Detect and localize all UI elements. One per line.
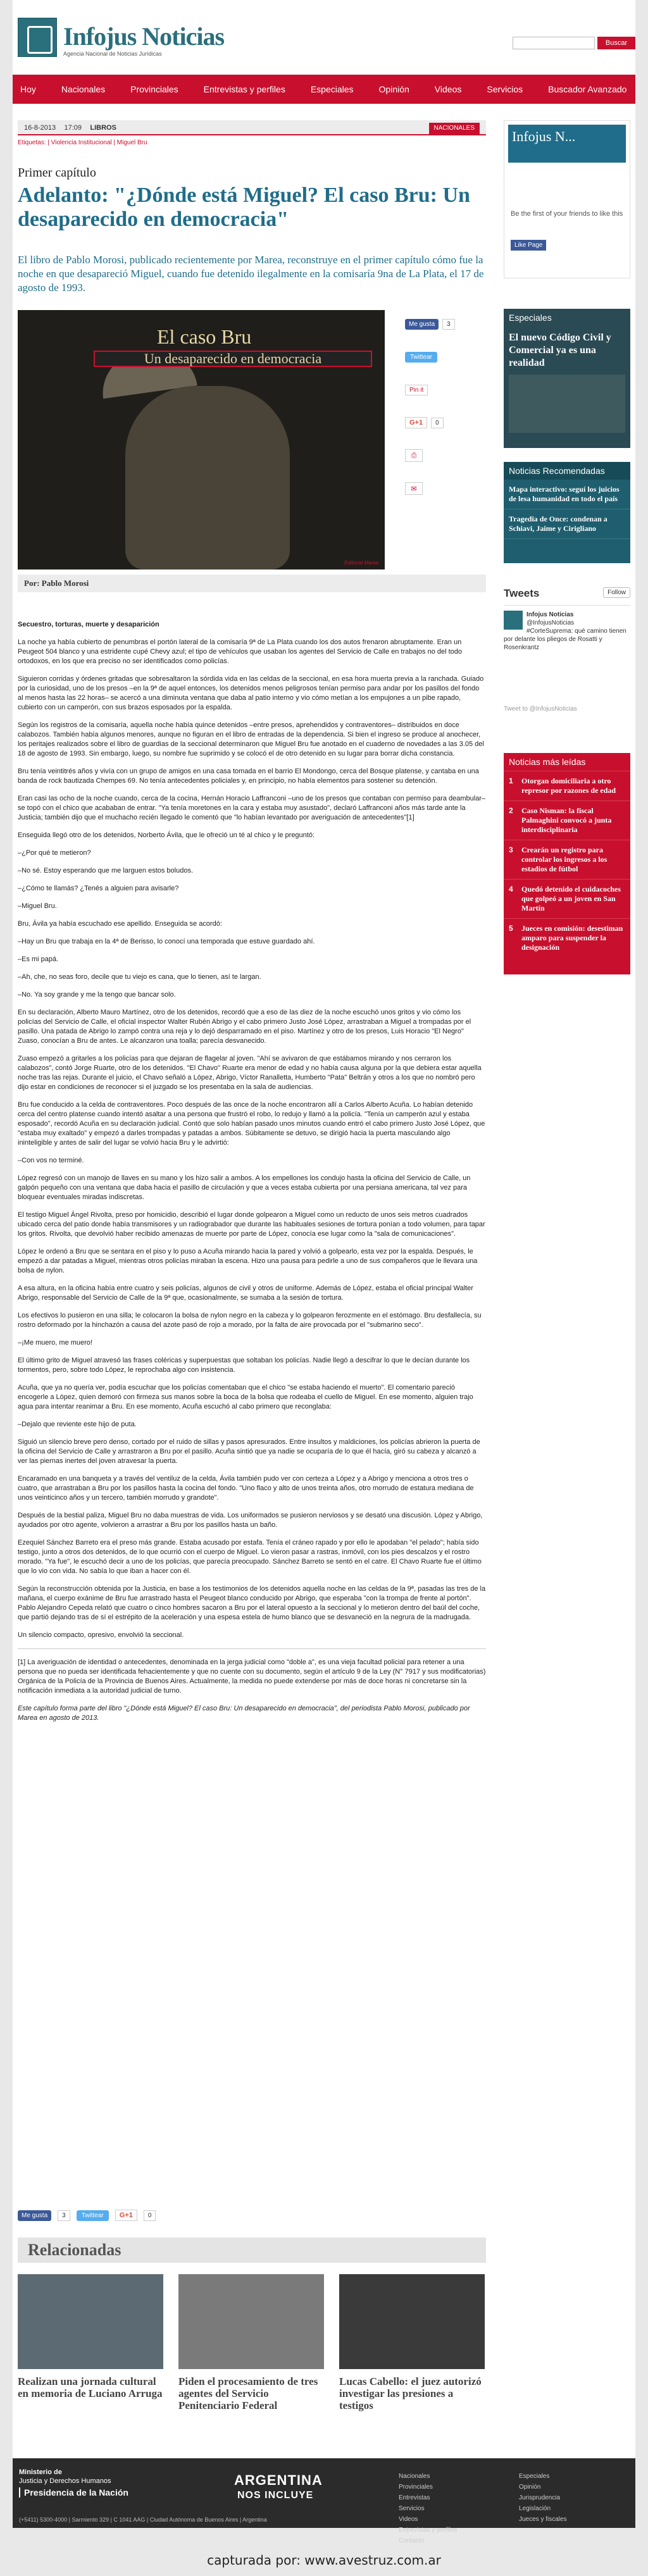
footer-link[interactable]: Nacionales <box>399 2473 430 2480</box>
content-wrapper <box>13 0 635 2458</box>
facebook-like-button[interactable]: Me gusta <box>405 319 439 330</box>
article-paragraph: –No sé. Estoy esperando que me larguen estos boludos. <box>18 867 194 874</box>
most-read-rank: 4 <box>509 885 513 893</box>
article-labels[interactable]: Etiquetas: | Violencia Institucional | Miguel Bru <box>18 139 147 146</box>
article-paragraph: –Es mi papá. <box>18 955 59 963</box>
google-plus-count: 0 <box>431 418 444 428</box>
article-paragraph: Según la reconstrucción obtenida por la Justicia, en base a los testimonios de los detenidos aquella noche en las celdas de la 9ª, pasadas las tres de la mañana, el cuerpo exánime de Bru fue arrastrado hasta el Peugeot blanco conducido por Abrigo, que esperaba "con la trompa de frente al portón". Pablo Alejandro Cepeda relató que cuatro o cinco hombres sacaron a Bru por el lateral opuesto a la seccional y lo metieron dentro del baúl del coche, que partió dejando tras de sí el estrépito de la aceleración y una espesa estela de humo blanco que se desvaneció en la negrura de la madrugada. <box>18 1585 486 1621</box>
pinterest-button[interactable]: Pin it <box>405 385 428 395</box>
related-item[interactable] <box>18 2274 163 2399</box>
article-time: 17:09 <box>64 124 82 132</box>
article-author: Por: Pablo Morosi <box>18 575 486 592</box>
footer-link[interactable]: Entrevistas <box>399 2494 430 2501</box>
most-read-title[interactable]: Otorgan domiciliaria a otro represor por razones de edad <box>521 776 616 795</box>
related-image[interactable] <box>178 2274 324 2369</box>
most-read-rank: 3 <box>509 845 513 854</box>
recommended-item[interactable]: Mapa interactivo: seguí los juicios de lesa humanidad en todo el país <box>504 480 630 509</box>
footer-nos-incluye: NOS INCLUYE <box>237 2490 314 2501</box>
nav-item[interactable]: Videos <box>434 84 462 94</box>
most-read-item[interactable] <box>504 771 630 800</box>
footer-link[interactable]: Jueces y fiscales <box>519 2516 567 2523</box>
article-paragraph: El último grito de Miguel atravesó las frases coléricas y superpuestas que soltaban los policías. Nadie llegó a descifrar lo que le decían durante los tormentos, pero, sobre todo López, le reprochaba algo con insistencia. <box>18 1357 470 1374</box>
article-paragraph: Zuaso empezó a gritarles a los policías para que dejaran de flagelar al joven. "Ahí se avivaron de que estábamos mirando y nos cerraron los calabozos", contó Jorge Ruarte, otro de los detenidos. "El Chavo" Ruarte era menor de edad y no había causa alguna por la que debiera estar aquella noche tras las rejas. Durante el juicio, el Chavo señaló a López, Abrigo, Víctor Ranalletta, Humberto "Pata" Beltrán y otros a los que no nombró pero dijo estar en condiciones de reconocer si el juzgado se los presentaba en la sala de audiencias. <box>18 1055 482 1091</box>
article-paragraph: –Con vos no terminé. <box>18 1157 84 1164</box>
article-date: 16-8-2013 <box>24 124 56 132</box>
tweet-to-link[interactable]: Tweet to @InfojusNoticias <box>504 706 577 712</box>
footer-link[interactable]: Entrevistas y perfiles <box>399 2527 458 2534</box>
twitter-follow-button[interactable]: Follow <box>603 587 630 598</box>
capture-credit: capturada por: www.avestruz.com.ar <box>207 2553 441 2568</box>
most-read-title[interactable]: Crearán un registro para controlar los ingresos a los estadios de fútbol <box>521 845 608 873</box>
site-tagline: Agencia Nacional de Noticias Jurídicas <box>63 51 162 57</box>
google-plus-button-bottom[interactable]: G+1 <box>115 2210 137 2221</box>
most-read-title[interactable]: Jueces en comisión: desestiman amparo para suspender la designación <box>521 924 623 952</box>
article-paragraph: Un silencio compacto, opresivo, envolvió la seccional. <box>18 1631 184 1639</box>
most-read-title[interactable]: Caso Nisman: la fiscal Palmaghini convocó a junta interdisciplinaria <box>521 806 612 834</box>
article-paragraph: –¡Me muero, me muero! <box>18 1339 92 1347</box>
search-button[interactable]: Buscar <box>597 37 635 49</box>
article-paragraph: La noche ya había cubierto de penumbras el portón lateral de la comisaría 9ª de La Plata cuando los dos autos frenaron abruptamente. Eran un Peugeot 504 blanco y una estridente cupé Chevy azul; el tipo de vehículos que usaban los agentes del Servicio de Calle en trabajos no del todo ortodoxos, en los que era preciso no ser identificados como policías. <box>18 638 463 665</box>
site-logo-text[interactable]: Infojus Noticias <box>63 22 225 51</box>
most-read-item[interactable] <box>504 840 630 879</box>
most-read-rank: 2 <box>509 806 513 815</box>
article-paragraph: Bru fue conducido a la celda de contraventores. Poco después de las once de la noche encontraron allí a Carlos Alberto Acuña. Lo habían detenido cerca del centro platense cuando intentó asaltar a una persona que frustró el robo, lo redujo y llamó a la policía. "Tenía un camperón azul y estaba esposado", recordó Acuña en su declaración judicial. Contó que solo habían pasado unos minutos cuando entró el cabo primero Justo José López, que "estaba muy exaltado" y empezó a darles trompadas y patadas a ambos. Súbitamente se detuvo, se dirigió hacia la puerta masculando algo ininteligible y antes de salir del lugar se volvió hacia Bru y le advirtió: <box>18 1101 485 1147</box>
especiales-image[interactable] <box>509 375 625 433</box>
article-paragraph: –No. Ya soy grande y me la tengo que bancar solo. <box>18 991 176 999</box>
related-item[interactable] <box>178 2274 324 2411</box>
article-paragraph: Siguieron corridas y órdenes gritadas que sobresaltaron la sórdida vida en las celdas de la seccional, en esa hora muerta previa a la ranchada. Guiado por la curiosidad, uno de los presos –en la 9ª de aquel entonces, los detenidos menos peligrosos tenían permiso para andar por los pasillos del fondo al menos hasta las 22 horas– se acercó a una diminuta ventana que daba al patio interno y vio cómo metían a los empujones a un pibe rapado, cubierto con un camperón, con sus brazos esposados por la espalda. <box>18 675 484 711</box>
footer-link[interactable]: Legislación <box>519 2505 551 2512</box>
especiales-header: Especiales <box>509 313 552 323</box>
tweet-button[interactable]: Twittear <box>405 352 437 363</box>
article-paragraph: –Hay un Bru que trabaja en la 4ª de Berisso, lo conocí una temporada que estuve guardado ahí. <box>18 938 315 945</box>
article-paragraph: –Miguel Bru. <box>18 902 57 910</box>
article-paragraph: –Ah, che, no seas foro, decile que tu viejo es cana, que lo tienen, así te largan. <box>18 973 261 981</box>
nav-item[interactable]: Nacionales <box>61 84 106 94</box>
article-subheading: Secuestro, torturas, muerte y desaparición <box>18 621 159 628</box>
article-paragraph: Acuña, que ya no quería ver, podía escuchar que los policías comentaban que el chico "se estaba haciendo el muerto". El comentario pareció encogerle a López, quien demoró con firmeza sus manos sobre la boca de la bolsa que rodeaba el cuello de Miguel. En ese momento, alguien trajo agua para intentar reanimar a Bru. En ese momento, Acuña escuchó al cabo primero que reconglaba: <box>18 1384 473 1410</box>
article-paragraph: Ezequiel Sánchez Barreto era el preso más grande. Estaba acusado por estafa. Tenía el cráneo rapado y por ello le apodaban "el pelado"; había sido testigo, junto a otros dos detenidos, de lo que ocurrió con el cuerpo de Miguel. Lo vieron pasar a rastras, inmóvil, con los pies descalzos y el rostro morado. "Ya fue", le escuchó decir a uno de los policías, que parecía preocupado. Sánchez Barreto se sentó en el catre. El Chavo Ruarte fue el último que lo vio con vida. No sabía lo que iban a hacer con él. <box>18 1539 482 1575</box>
related-title[interactable]: Lucas Cabello: el juez autorizó investigar las presiones a testigos <box>339 2375 482 2411</box>
article-paragraph: Bru, Ávila ya había escuchado ese apellido. Enseguida se acordó: <box>18 920 222 928</box>
footer-argentina: ARGENTINA <box>234 2472 323 2488</box>
related-header: Relacionadas <box>18 2237 486 2263</box>
article-paragraph: En su declaración, Alberto Mauro Martínez, otro de los detenidos, recordó que a eso de las diez de la noche escuchó unos gritos y vio cómo los policías del Servicio de Calle, el oficial inspector Walter Rubén Abrigo y el cabo primero Justo José López, arrastraban a Miguel a trompadas por el pasillo. Una patada de Abrigo lo zampó contra una reja y lo dejó desparramado en el piso. Martínez y otro de los presos, Luis Horacio "El Negro" Zuaso, conocían a Bru de antes. Le alcanzaron una toalla; parecía desvanecido. <box>18 1009 471 1045</box>
nav-item[interactable]: Hoy <box>20 84 36 94</box>
footer-link[interactable]: Especiales <box>519 2473 550 2480</box>
especiales-item[interactable]: El nuevo Código Civil y Comercial ya es una realidad <box>509 332 611 368</box>
recommended-box <box>504 462 630 563</box>
footer-org-line2: Justicia y Derechos Humanos <box>19 2477 111 2485</box>
image-title: El caso Bru <box>157 325 252 348</box>
share-bar-bottom <box>18 2208 486 2222</box>
article-paragraph: López regresó con un manojo de llaves en su mano y los hizo salir a ambos. A los empellones los condujo hasta la oficina del Servicio de Calle, un galpón pequeño con una ventana que daba hacia el pasillo de circulación y que a veces estaba cubierta por una persiana americana, tal vez para bloquear eventuales miradas indiscretas. <box>18 1174 471 1201</box>
most-read-title[interactable]: Quedó detenido el cuidacoches que golpeó a un joven en San Martín <box>521 885 621 912</box>
recommended-header: Noticias Recomendadas <box>504 462 630 480</box>
nav-item[interactable]: Servicios <box>487 84 523 94</box>
footer-link[interactable]: Contacto <box>399 2537 425 2544</box>
tweet-text: #CorteSuprema: qué camino tienen por delante los pliegos de Rosatti y Rosenkrantz <box>504 628 626 651</box>
article-footnote: Este capítulo forma parte del libro "¿Dónde está Miguel? El caso Bru: Un desaparecido en democracia", del periodista Pablo Morosi, publicado por Marea en agosto de 2013. <box>18 1705 470 1722</box>
site-header <box>13 0 635 70</box>
nav-item[interactable]: Entrevistas y perfiles <box>203 84 285 94</box>
article-paragraph: López le ordenó a Bru que se sentara en el piso y lo puso a Acuña mirando hacia la pared y volvió a golpearlo, esta vez por la espalda. Después, le empezó a dar patadas a Miguel, mientras otros policías miraban la escena. Hizo una pausa para pedirle a uno de sus compañeros que le llevara una bolsa de nylon. <box>18 1248 478 1274</box>
especiales-box <box>504 309 630 448</box>
article-paragraph: [1] La averiguación de identidad o antecedentes, denominada en la jerga judicial como "doble a", es una vieja facultad policial para retener a una persona que no pueda ser identificada fehacientemente y que no cuente con su documento, según el artículo 9 de la Ley (N° 7917 y sus modificatorias) Orgánica de la Policía de la Provincia de Buenos Aires. Actualmente, la medida no puede extenderse por más de doce horas ni concretarse sin la notificación inmediata a la autoridad judicial de turno. <box>18 1658 486 1695</box>
footer-org-line1: Ministerio de <box>19 2468 62 2476</box>
image-subtitle: Un desaparecido en democracia <box>94 351 372 367</box>
email-icon[interactable]: ✉ <box>405 482 423 495</box>
footer-link[interactable]: Opinión <box>519 2484 541 2491</box>
tweet-user[interactable]: Infojus Noticias <box>526 611 574 618</box>
article-paragraph: Según los registros de la comisaría, aquella noche había quince detenidos –entre presos, aprehendidos y contraventores– distribuidos en doce calabozos. También había algunos menores, aunque no figuran en el libro de entradas de la dependencia. Si bien el ingreso se produce al anochecer, los peritajes realizados sobre el libro de guardias de la seccional determinaron que Miguel Bru fue anotado en el cuaderno de novedades a las 3.05 del 18 de agosto de 1993. Sin embargo, luego, su nombre fue suprimido y se colocó el de otro detenido en su lugar para borrar dicha constancia. <box>18 721 484 757</box>
article-paragraph: A esa altura, en la oficina había entre cuatro y seis policías, algunos de civil y otros de uniforme. Además de López, estaba el oficial principal Walter Abrigo, responsable del Servicio de Calle de la 9ª que, ocasionalmente, se sumaba a la sesión de tortura. <box>18 1285 473 1302</box>
google-plus-button[interactable]: G+1 <box>405 417 427 428</box>
most-read-item[interactable] <box>504 918 630 957</box>
article-paragraph: Enseguida llegó otro de los detenidos, Norberto Ávila, que le ofreció un té al chico y le preguntó: <box>18 831 315 839</box>
most-read-box <box>504 753 630 974</box>
article-paragraph: Eran casi las ocho de la noche cuando, cerca de la cocina, Hernán Horacio Laffranconi –uno de los presos que contaban con permiso para deambular– se topó con el chico que acababan de entrar. "Ya tenía moretones en la cara y estaba muy asustado", declaró Laffranconi años más tarde ante la Justicia; también dijo que el muchacho recién llegado le comentó que "lo habían levantado por averiguación de antecedentes"[1] <box>18 795 486 821</box>
article-paragraph: Bru tenía veintitrés años y vivía con un grupo de amigos en una casa tomada en el barrio El Mondongo, cerca del Bosque platense, y cantaba en una banda de rock bautizada Chempes 69. No tenía antecedentes policiales y, en principio, no había elementos para sostener su detención. <box>18 768 479 785</box>
most-read-header: Noticias más leídas <box>509 757 586 767</box>
facebook-count: 3 <box>442 319 455 330</box>
related-image[interactable] <box>18 2274 163 2369</box>
article-paragraph: –¿Por qué te metieron? <box>18 849 91 857</box>
main-nav <box>13 75 635 104</box>
site-footer <box>13 2458 635 2544</box>
footer-link[interactable]: Jurisprudencia <box>519 2494 561 2501</box>
facebook-page-title[interactable]: Infojus N... <box>508 125 626 163</box>
image-credit: Editorial Marea <box>344 560 378 566</box>
logo-icon[interactable] <box>18 18 57 57</box>
footer-link[interactable]: Servicios <box>399 2505 425 2512</box>
most-read-rank: 1 <box>509 776 513 785</box>
facebook-page-widget <box>504 120 630 278</box>
article-image <box>18 310 385 569</box>
article-paragraph: –Dejalo que reviente este hijo de puta. <box>18 1421 137 1428</box>
article-paragraph: Encaramado en una banqueta y a través del ventiluz de la celda, Ávila también pudo ver con certeza a López y a Abrigo y menciona a otros tres o cuatro, que arrastraban a Bru por los pasillos hasta la cocina del fondo. "Uno flaco y alto de unos treinta años, otro morrudo de estatura mediana de unos veinticinco años y un tercero, también morrudo y grandote". <box>18 1475 474 1502</box>
article-paragraph: Los efectivos lo pusieron en una silla; le colocaron la bolsa de nylon negro en la cabeza y lo golpearon ferozmente en el estómago. Bru desfallecía, su rostro deformado por la hinchazón a causa del azote pasó de rojo a morado, por la falta de aire provocada por el "submarino seco". <box>18 1312 482 1329</box>
nav-item[interactable]: Opinión <box>378 84 409 94</box>
related-image[interactable] <box>339 2274 485 2369</box>
image-portrait-shape <box>125 386 290 569</box>
search-input[interactable] <box>513 37 595 49</box>
footer-link[interactable]: Videos <box>399 2516 418 2523</box>
footer-org-line3[interactable]: Presidencia de la Nación <box>19 2487 128 2498</box>
section-tag[interactable]: NACIONALES <box>429 123 480 134</box>
article-paragraph: El testigo Miguel Ángel Rivolta, preso por homicidio, describió el lugar donde golpearon a Miguel como un reducto de unos seis metros cuadrados ubicado cerca del patio donde había transmisores y un radiograbador que durante las habituales sesiones de tortura ponían a todo volumen, para tapar los gritos. Rivolta, que devolvió haber recibido amenazas de muerte por parte de López, conocía ese lugar como la "sala de comunicaciones". <box>18 1211 485 1238</box>
nav-item[interactable]: Buscador Avanzado <box>548 84 627 94</box>
article-meta-bar <box>18 120 486 135</box>
nav-item[interactable]: Especiales <box>310 84 354 94</box>
article-lead: El libro de Pablo Morosi, publicado recientemente por Marea, reconstruye en el primer capítulo cómo fue la noche en que desapareció Miguel, cuando fue detenido ilegalmente en la comisaría 9na de La Plata, el 17 de agosto de 1993. <box>18 254 484 294</box>
most-read-item[interactable] <box>504 800 630 840</box>
most-read-rank: 5 <box>509 924 513 933</box>
google-plus-count-bottom: 0 <box>144 2210 156 2221</box>
divider <box>18 1648 486 1649</box>
nav-item[interactable]: Provinciales <box>130 84 178 94</box>
article-title: Adelanto: "¿Dónde está Miguel? El caso Bru: Un desaparecido en democracia" <box>18 184 470 231</box>
recommended-item[interactable]: Tragedia de Once: condenan a Schiavi, Jaime y Cirigliano <box>504 509 630 539</box>
article-body <box>18 620 486 1731</box>
most-read-item[interactable] <box>504 879 630 918</box>
article-kicker: Primer capítulo <box>18 166 96 180</box>
facebook-like-button-bottom[interactable]: Me gusta <box>18 2210 51 2221</box>
tweet <box>504 606 630 652</box>
twitter-widget <box>504 582 630 715</box>
facebook-page-text: Be the first of your friends to like this <box>511 210 623 218</box>
footer-links-col2 <box>519 2471 567 2525</box>
article-paragraph: –¿Cómo te llamás? ¿Tenés a alguien para avisarle? <box>18 885 179 892</box>
related-title[interactable]: Realizan una jornada cultural en memoria de Luciano Arruga <box>18 2375 163 2399</box>
tweet-button-bottom[interactable]: Twittear <box>77 2210 109 2221</box>
facebook-count-bottom: 3 <box>58 2210 70 2221</box>
article-paragraph: Después de la bestial paliza, Miguel Bru no daba muestras de vida. Los uniformados se pusieron nerviosos y se desató una discusión. López y Abrigo, ayudados por otro agente, volvieron a arrastrar a Bru por los pasillos hasta un baño. <box>18 1512 483 1529</box>
footer-links-col1 <box>399 2471 457 2546</box>
footer-link[interactable]: Provinciales <box>399 2484 433 2491</box>
article-paragraph: Siguió un silencio breve pero denso, cortado por el ruido de sillas y pasos apresurados. Entre insultos y maldiciones, los policías abrieron la puerta de la oficina del Servicio de Calle y arrastraron a Bru por el pasillo. Acuña sintió que ya nadie se ocuparía de lo que él hacía, giró su cabeza y alcanzó a ver las piernas inertes del joven atravesar la puerta. <box>18 1438 480 1465</box>
print-icon[interactable]: ⎙ <box>405 449 423 462</box>
related-title[interactable]: Piden el procesamiento de tres agentes del Servicio Penitenciario Federal <box>178 2375 318 2411</box>
tweet-handle[interactable]: @InfojusNoticias <box>526 619 575 626</box>
facebook-like-page-button[interactable]: Like Page <box>511 240 546 251</box>
share-column <box>405 316 481 514</box>
twitter-header: Tweets <box>504 582 630 606</box>
avatar[interactable] <box>504 611 523 630</box>
article-section[interactable]: LIBROS <box>90 124 116 132</box>
related-item[interactable] <box>339 2274 485 2411</box>
footer-address: (+5411) 5300-4000 | Sarmiento 329 | C 1041 AAG | Ciudad Autónoma de Buenos Aires | Argentina <box>19 2517 267 2523</box>
